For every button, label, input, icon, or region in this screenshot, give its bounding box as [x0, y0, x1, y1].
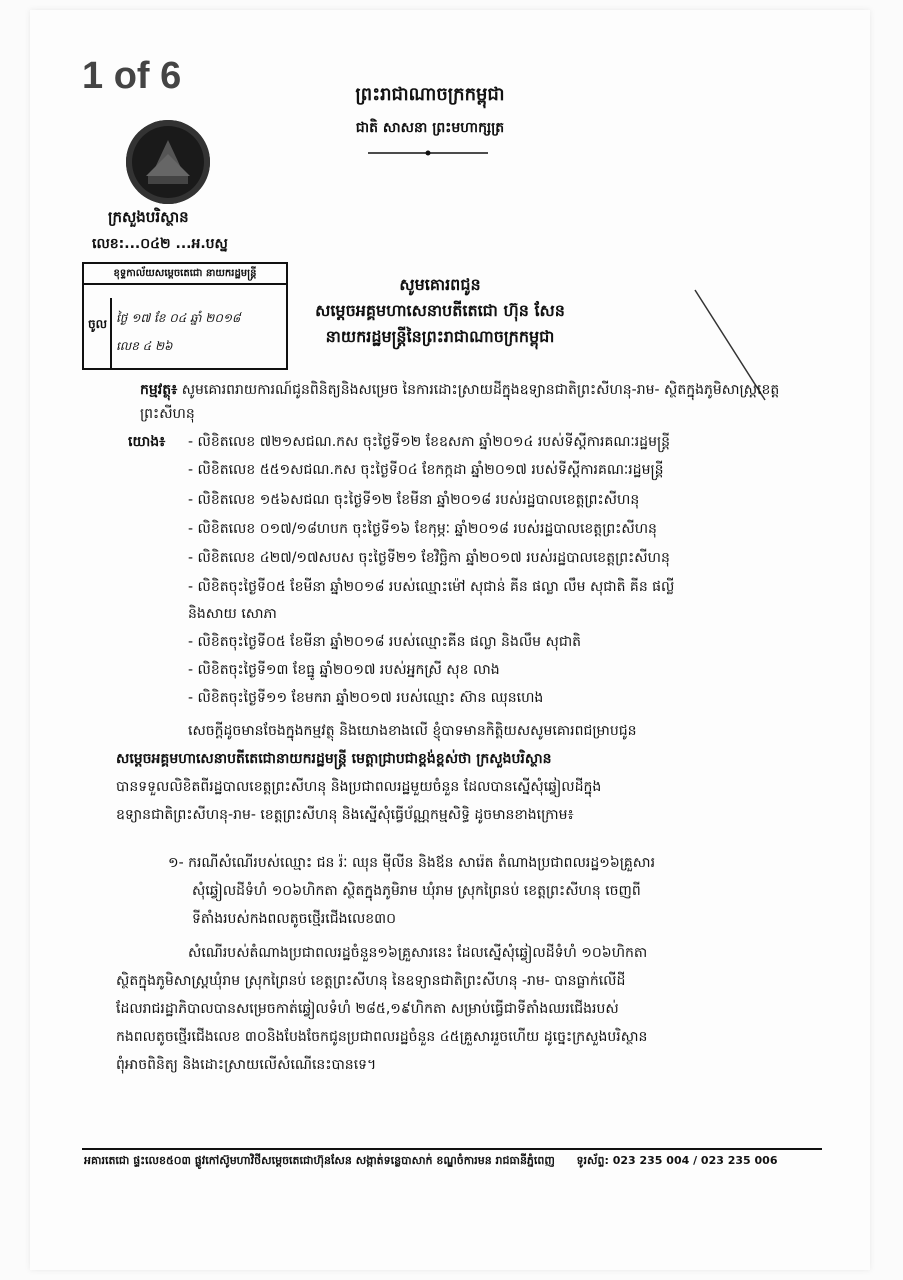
item-body-line: ពុំអាចពិនិត្យ និងដោះស្រាយលើសំណើនេះបានទេ។	[116, 1057, 377, 1073]
intro-line: សម្តេចអគ្គមហាសេនាបតីតេជោនាយករដ្ឋមន្ត្រី មេត្តាជ្រាបជាខ្ពង់ខ្ពស់ថា ក្រសួងបរិស្ថាន	[116, 751, 552, 767]
stamp-number: លេខ ៤ ២៦	[116, 339, 173, 353]
reference-number: លេខ:...០៤២ ...អ.បស្ន	[92, 236, 228, 252]
footer-divider	[82, 1148, 822, 1150]
stamp-title: ខុទ្ទកាល័យសម្ដេចតេជោ នាយករដ្ឋមន្ត្រី	[84, 264, 286, 285]
recipient-name: សម្តេចអគ្គមហាសេនាបតីតេជោ ហ៊ុន សែន	[315, 301, 565, 320]
subject-line	[140, 378, 780, 426]
salutation: សូមគោរពជូន	[399, 275, 481, 294]
stamp-date: ថ្ងៃ ១៧ ខែ ០៤ ឆ្នាំ ២០១៨	[116, 311, 241, 325]
page-indicator: 1 of 6	[82, 55, 182, 97]
ornament-divider	[368, 150, 488, 156]
ministry-seal-icon	[126, 120, 210, 204]
footer	[84, 1154, 824, 1170]
kingdom-heading: ព្រះរាជាណាចក្រកម្ពុជា	[355, 84, 505, 105]
intro-line: បានទទួលលិខិតពីរដ្ឋបាលខេត្តព្រះសីហនុ និងប្រជាពលរដ្ឋមួយចំនួន ដែលបានស្នើសុំឆ្វៀលដីក្នុង	[116, 779, 602, 795]
stamp-divider	[110, 298, 112, 368]
stamp-label: ចូល	[88, 317, 108, 331]
intro-line: ឧទ្យានជាតិព្រះសីហនុ-រាម- ខេត្តព្រះសីហនុ និងស្នើសុំធ្វើប័ណ្ណកម្មសិទ្ធិ ដូចមានខាងក្រោម៖	[116, 807, 574, 823]
footer-phone: ទូរស័ព្ទ: 023 235 004 / 023 235 006	[576, 1154, 778, 1167]
intro-line: សេចក្តីដូចមានចែងក្នុងកម្មវត្ថុ និងយោងខាងលើ ខ្ញុំបាទមានកិត្តិយសសូមគោរពជម្រាបជូន	[188, 723, 637, 739]
item-body-line: កងពលតូចថ្មើរជើងលេខ ៣០និងបែងចែកជូនប្រជាពលរដ្ឋចំនួន ៤៥គ្រួសាររួចហើយ ដូច្នេះក្រសួងបរិស្ថាន	[116, 1029, 648, 1045]
item-heading: ទីតាំងរបស់កងពលតូចថ្មើរជើងលេខ៣០	[192, 911, 397, 927]
item-body-line: ដែលរាជរដ្ឋាភិបាលបានសម្រេចកាត់ឆ្វៀលទំហំ ២៨៥,១៩ហិកតា សម្រាប់ធ្វើជាទីតាំងឈរជើងរបស់	[116, 1001, 619, 1017]
references-label: យោង៖	[128, 434, 166, 450]
item-body-line: ស្ថិតក្នុងភូមិសាស្ត្រឃុំរាម ស្រុកព្រៃនប់ ខេត្តព្រះសីហនុ នៃឧទ្យានជាតិព្រះសីហនុ -រាម- បានធ្លាក់លើដី	[116, 973, 626, 989]
footer-address: អគារតេជោ ផ្ទះលេខ៥០៣ ផ្លូវកៅស៊ូមហាវិថីសម្តេចតេជោហ៊ុនសែន សង្កាត់ទន្លេបាសាក់ ខណ្ឌចំការមន រាជធានីភ្នំពេញ	[84, 1154, 555, 1167]
ministry-name: ក្រសួងបរិស្ថាន	[108, 208, 189, 226]
item-body-line: សំណើរបស់តំណាងប្រជាពលរដ្ឋចំនួន១៦គ្រួសារនេះ ដែលស្នើសុំឆ្វៀលដីទំហំ ១០៦ហិកតា	[188, 945, 648, 961]
subject-label: កម្មវត្ថុ៖	[140, 382, 178, 398]
subject-text: សូមគោរពរាយការណ៍ជូនពិនិត្យនិងសម្រេច នៃការដោះស្រាយដីក្នុងឧទ្យានជាតិព្រះសីហនុ-រាម- ស្ថិតក្នុងភូមិសាស្ត្រខេត្តព្រះសីហនុ	[140, 382, 780, 422]
recipient-title: នាយករដ្ឋមន្ត្រីនៃព្រះរាជាណាចក្រកម្ពុជា	[325, 327, 555, 346]
item-heading: ១- ករណីសំណើរបស់ឈ្មោះ ជន រ៉ៈ ឈុន ម៉ីលីន និងឪន សារ៉េត តំណាងប្រជាពលរដ្ឋ១៦គ្រួសារ	[168, 855, 656, 871]
item-heading: សុំឆ្វៀលដីទំហំ ១០៦ហិកតា ស្ថិតក្នុងភូមិរាម ឃុំរាម ស្រុកព្រៃនប់ ខេត្តព្រះសីហនុ ចេញពី	[192, 883, 641, 899]
national-motto: ជាតិ សាសនា ព្រះមហាក្សត្រ	[355, 120, 505, 136]
